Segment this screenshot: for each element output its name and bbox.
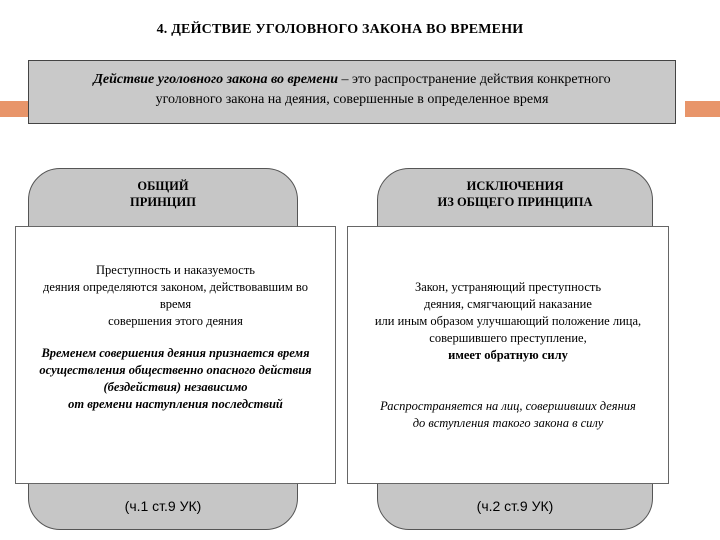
text-line: Распространяется на лиц, совершивших деяния xyxy=(380,399,636,413)
header-line: ИЗ ОБЩЕГО ПРИНЦИПА xyxy=(437,195,593,209)
text-line: или иным образом улучшающий положение лица, xyxy=(374,314,642,328)
slide-title: 4. ДЕЙСТВИЕ УГОЛОВНОГО ЗАКОНА ВО ВРЕМЕНИ xyxy=(156,22,524,37)
text-line: время xyxy=(159,297,192,311)
footer-article-9-part-2: (ч.2 ст.9 УК) xyxy=(476,498,554,514)
footer-article-9-part-1: (ч.1 ст.9 УК) xyxy=(124,498,202,514)
general-principle-header xyxy=(28,178,298,210)
header-line: ПРИНЦИП xyxy=(130,195,196,209)
definition-line-2: уголовного закона на деяния, совершенные в определенное время xyxy=(155,92,549,107)
accent-bar-right xyxy=(685,101,720,117)
time-of-offense-text xyxy=(15,345,336,413)
text-line: от времени наступления последствий xyxy=(68,397,283,411)
header-line: ОБЩИЙ xyxy=(137,179,189,193)
general-principle-text xyxy=(15,262,336,330)
applies-to-persons-text xyxy=(347,398,669,432)
exceptions-header xyxy=(377,178,653,210)
text-line: (бездействия) независимо xyxy=(103,380,248,394)
retroactive-force-text: имеет обратную силу xyxy=(448,348,568,362)
text-line: Закон, устраняющий преступность xyxy=(414,280,602,294)
text-line: осуществления общественно опасного действия xyxy=(39,363,312,377)
definition-term: Действие уголовного закона во времени xyxy=(93,72,339,87)
definition-line-1 xyxy=(29,70,675,90)
accent-bar-left xyxy=(0,101,28,117)
text-line: Преступность и наказуемость xyxy=(96,263,255,277)
text-line: совершения этого деяния xyxy=(108,314,243,328)
text-line: деяния определяются законом, действовавшим во xyxy=(43,280,308,294)
text-line: совершившего преступление, xyxy=(429,331,587,345)
definition-text-1: – это распространение действия конкретного xyxy=(338,72,611,87)
header-line: ИСКЛЮЧЕНИЯ xyxy=(466,179,564,193)
exceptions-text xyxy=(347,279,669,364)
definition-box xyxy=(28,60,676,124)
text-line: до вступления такого закона в силу xyxy=(412,416,604,430)
text-line: Временем совершения деяния признается время xyxy=(41,346,310,360)
text-line: деяния, смягчающий наказание xyxy=(424,297,592,311)
